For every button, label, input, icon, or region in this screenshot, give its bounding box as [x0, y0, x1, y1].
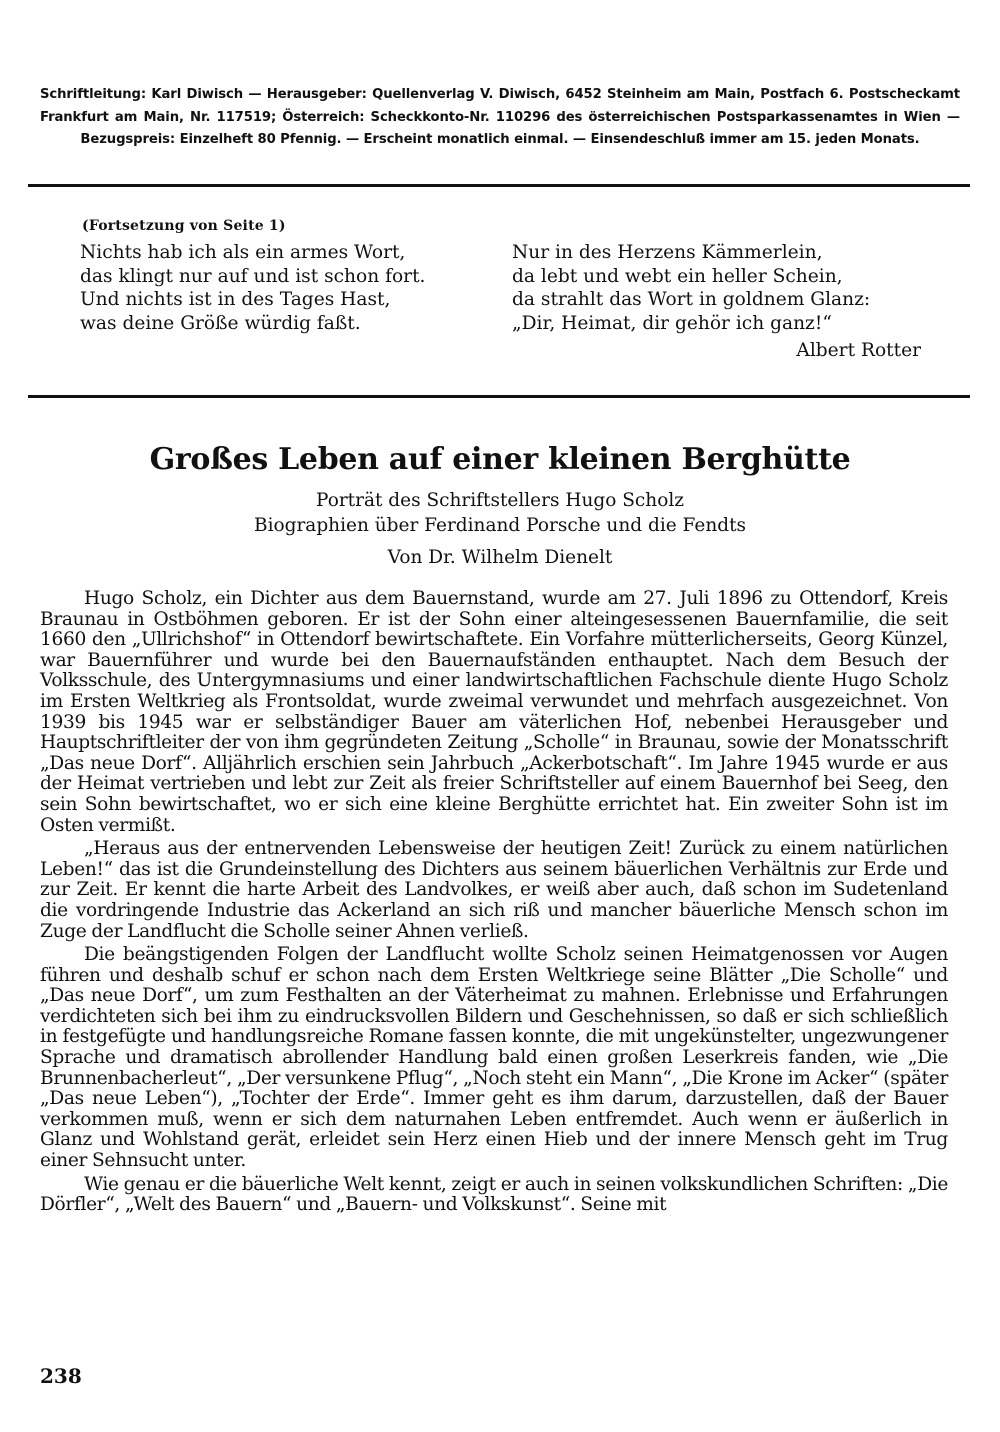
poem-left-stanza: [80, 241, 500, 335]
poem-line: Nichts hab ich als ein armes Wort,: [80, 242, 406, 263]
article-title: Großes Leben auf einer kleinen Berghütte: [149, 442, 851, 477]
masthead-divider: [28, 184, 970, 187]
poem-line: „Dir, Heimat, dir gehör ich ganz!“: [512, 312, 832, 334]
article-subtitle: Porträt des Schriftstellers Hugo Scholz: [316, 490, 684, 511]
body-paragraph: Hugo Scholz, ein Dichter aus dem Bauernstand, wurde am 27. Juli 1896 zu Ottendorf, Kreis Braunau in Ostböhmen geboren. Er ist der Sohn einer alteingesessenen Bauernfamilie, die seit 1660 den „Ullrichshof“ in Ottendorf bewirtschaftete. Ein Vorfahre mütterlicherseits, Georg Künzel, war Bauernführer und wurde bei den Bauernaufständen enthauptet. Nach dem Besuch der Volksschule, des Untergymnasiums und einer landwirtschaftlichen Fachschule diente Hugo Scholz im Ersten Weltkrieg als Frontsoldat, wurde zweimal verwundet und mehrfach ausgezeichnet. Von 1939 bis 1945 war er selbständiger Bauer am väterlichen Hof, nebenbei Herausgeber und Hauptschriftleiter der von ihm gegründeten Zeitung „Scholle“ in Braunau, sowie der Monatsschrift „Das neue Dorf“. Alljährlich erschien sein Jahrbuch „Ackerbotschaft“. Im Jahre 1945 wurde er aus der Heimat vertrieben und lebt zur Zeit als freier Schriftsteller auf einem Bauernhof bei Seeg, den sein Sohn bewirtschaftet, wo er sich eine kleine Berghütte errichtet hat. Ein zweiter Sohn ist im Osten vermißt.: [40, 588, 948, 836]
poem-right-stanza: [512, 241, 924, 335]
continuation-note: (Fortsetzung von Seite 1): [82, 218, 286, 234]
poem-line: Und nichts ist in des Tages Hast,: [80, 289, 391, 310]
body-paragraph: Wie genau er die bäuerliche Welt kennt, zeigt er auch in seinen volkskundlichen Schriften: „Die Dörfler“, „Welt des Bauern“ und „Bauern- und Volkskunst“. Seine mit: [40, 1173, 948, 1216]
section-divider: [28, 395, 970, 398]
body-paragraph: „Heraus aus der entnervenden Lebensweise der heutigen Zeit! Zurück zu einem natürlichen Leben!“ das ist die Grundeinstellung des Dichters aus seinem bäuerlichen Verhältnis zur Erde und zur Zeit. Er kennt die harte Arbeit des Landvolkes, er weiß aber auch, daß schon im Sudetenland die vordringende Industrie das Ackerland an sich riß und mancher bäuerliche Mensch schon im Zuge der Landflucht die Scholle seiner Ahnen verließ.: [40, 838, 948, 942]
poem-line: Nur in des Herzens Kämmerlein,: [512, 242, 823, 263]
masthead-imprint: Schriftleitung: Karl Diwisch — Herausgeber: Quellenverlag V. Diwisch, 6452 Steinheim am Main, Postfach 6. Postscheckamt Frankfurt am Main, Nr. 117519; Österreich: Scheckkonto-Nr. 110296 des österreichischen Postsparkassenamtes in Wien — Bezugspreis: Einzelheft 80 Pfennig. — Erscheint monatlich einmal. — Einsendeschluß immer am 15. jeden Monats.: [40, 87, 960, 147]
article-body: [40, 589, 948, 1219]
poem-line: das klingt nur auf und ist schon fort.: [80, 265, 426, 287]
poem-line: da lebt und webt ein heller Schein,: [512, 265, 843, 287]
poem-author: Albert Rotter: [796, 340, 921, 361]
article-subtitle-secondary: Biographien über Ferdinand Porsche und die Fendts: [253, 515, 747, 536]
article-byline: Von Dr. Wilhelm Dienelt: [387, 547, 613, 568]
body-paragraph: Die beängstigenden Folgen der Landflucht wollte Scholz seinen Heimatgenossen vor Augen führen und deshalb schuf er schon nach dem Ersten Weltkriege seine Blätter „Die Scholle“ und „Das neue Dorf“, um zum Festhalten an der Väterheimat zu mahnen. Erlebnisse und Erfahrungen verdichteten sich bei ihm zu eindrucksvollen Bildern und Geschehnissen, so daß er sich schließlich in festgefügte und handlungsreiche Romane fassen konnte, die mit ungekünstelter, ungezwungener Sprache und dramatisch abrollender Handlung bald einen großen Leserkreis fanden, wie „Die Brunnenbacherleut“, „Der versunkene Pflug“, „Noch steht ein Mann“, „Die Krone im Acker“ (später „Das neue Leben“), „Tochter der Erde“. Immer geht es ihm darum, darzustellen, daß der Bauer verkommen muß, wenn er sich dem naturnahen Leben entfremdet. Auch wenn er äußerlich in Glanz und Wohlstand gerät, erleidet sein Herz einen Hieb und der innere Mensch geht im Trug einer Sehnsucht unter.: [40, 944, 948, 1172]
poem-line: da strahlt das Wort in goldnem Glanz:: [512, 289, 871, 310]
page-number: 238: [40, 1364, 82, 1388]
poem-line: was deine Größe würdig faßt.: [80, 312, 361, 334]
